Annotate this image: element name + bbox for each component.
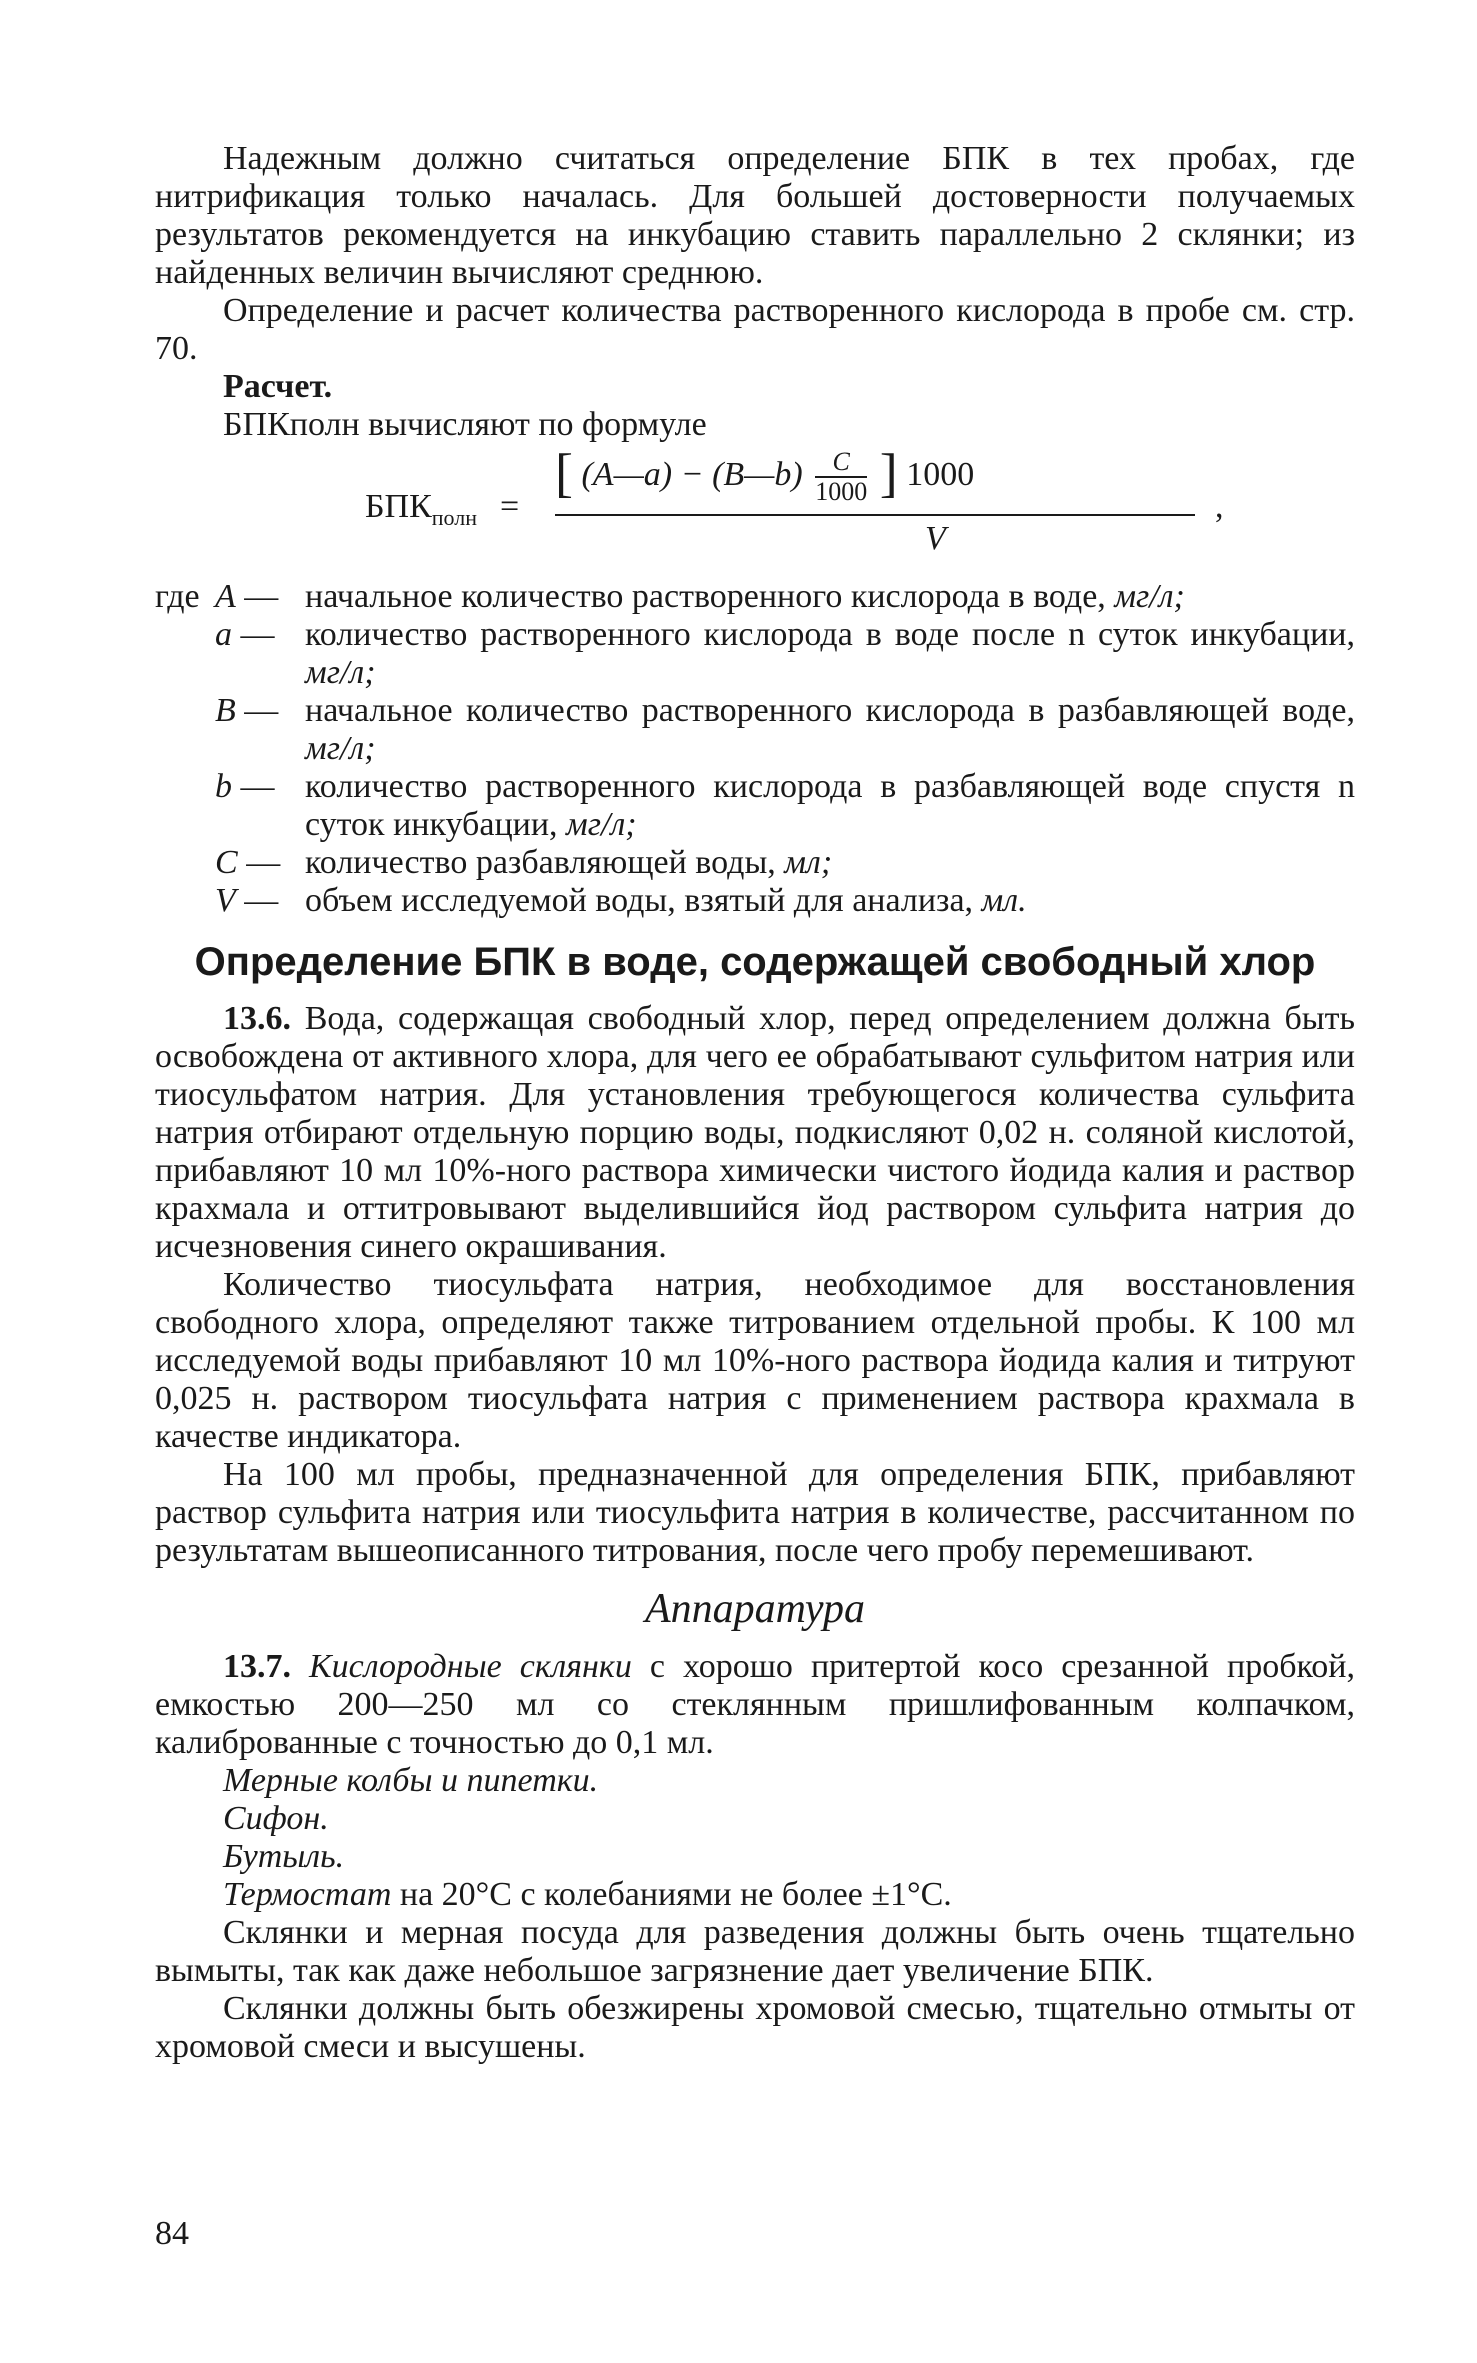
formula-right-bracket: ]: [879, 442, 898, 503]
section-paragraph-1-text: Вода, содержащая свободный хлор, перед определением должна быть освобождена от активного хлора, для чего ее обрабатывают сульфитом натрия или тиосульфатом натрия. Для установления требующегося количества сульфита натрия отбирают отдельную порцию воды, подкисляют 0,02 н. соляной кислотой, прибавляют 10 мл 10%-ного раствора химически чистого йодида калия и раствор крахмала и оттитровывают выделившийся йод раствором сульфита натрия до исчезновения синего окрашивания.: [155, 1000, 1355, 1265]
formula-lhs-main: БПК: [365, 488, 432, 525]
definition-item: [155, 578, 1355, 616]
calc-heading: Расчет.: [223, 368, 333, 405]
formula-comma: ,: [1215, 488, 1224, 525]
formula-fraction-num: C: [815, 448, 867, 478]
page-content: [155, 140, 1355, 2066]
section-paragraph-3: На 100 мл пробы, предназначенной для определения БПК, прибавляют раствор сульфита натрия или тиосульфита натрия в количестве, рассчитанном по результатам вышеописанного титрования, после чего пробу перемешивают.: [155, 1456, 1355, 1569]
definition-item: [155, 882, 1355, 920]
formula-equals: =: [500, 488, 520, 525]
definition-symbol: C: [215, 844, 238, 881]
formula-multiplier: 1000: [906, 455, 975, 493]
definition-text: количество растворенного кислорода в воде после n суток инкубации,: [305, 616, 1355, 653]
definition-text: начальное количество растворенного кислорода в воде,: [305, 578, 1106, 615]
apparatus-item-2: Мерные колбы и пипетки.: [223, 1762, 599, 1799]
definition-dash: —: [244, 692, 279, 729]
bod-formula: [155, 442, 1355, 566]
formula-fraction: [815, 448, 867, 506]
apparatus-item-3: Сифон.: [223, 1800, 329, 1837]
definitions-list: [155, 578, 1355, 920]
definition-unit: мл.: [981, 882, 1027, 919]
page-number: 84: [155, 2215, 189, 2252]
definition-unit: мг/л;: [1114, 578, 1185, 615]
formula-numerator: [555, 442, 975, 506]
formula-lhs-sub: полн: [431, 504, 478, 530]
section-paragraph-2: Количество тиосульфата натрия, необходимое для восстановления свободного хлора, определяют также титрованием отдельной пробы. К 100 мл исследуемой воды прибавляют 10 мл 10%-ного раствора йодида калия и титруют 0,025 н. раствором тиосульфата натрия с применением раствора крахмала в качестве индикатора.: [155, 1266, 1355, 1455]
apparatus-item-1-text: с хорошо притертой косо срезанной пробкой, емкостью 200—250 мл со стеклянным пришлифованным колпачком, калиброванные с точностью до 0,1 мл.: [155, 1648, 1355, 1761]
definition-text: количество разбавляющей воды,: [305, 844, 776, 881]
definition-symbol: A: [215, 578, 236, 615]
definition-text: начальное количество растворенного кислорода в разбавляющей воде,: [305, 692, 1355, 729]
apparatus-item-1: [155, 1648, 1355, 1762]
definition-symbol: V: [215, 882, 236, 919]
definition-dash: —: [244, 882, 279, 919]
formula-intro: БПКполн вычисляют по формуле: [223, 406, 707, 443]
definition-dash: —: [240, 616, 275, 653]
definition-symbol: B: [215, 692, 236, 729]
definition-unit: мг/л;: [305, 730, 376, 767]
formula-left-bracket: [: [555, 442, 573, 503]
where-word: где: [155, 578, 200, 615]
definition-symbol: a: [215, 616, 232, 653]
formula-fraction-bar: [555, 514, 1195, 516]
section-paragraph-1: [155, 1000, 1355, 1266]
formula-fraction-den: 1000: [815, 477, 868, 506]
definition-item: [155, 844, 1355, 882]
intro-paragraph-2: Определение и расчет количества растворенного кислорода в пробе см. стр. 70.: [155, 292, 1355, 367]
definition-text: количество растворенного кислорода в разбавляющей воде спустя n суток инкубации,: [305, 768, 1355, 843]
definition-dash: —: [244, 578, 279, 615]
apparatus-item-1-name: Кислородные склянки: [309, 1648, 632, 1685]
definition-dash: —: [240, 768, 275, 805]
intro-paragraph-1: Надежным должно считаться определение БПК в тех пробах, где нитрификация только началась. Для большей достоверности получаемых результатов рекомендуется на инкубацию ставить параллельно 2 склянки; из найденных величин вычисляют среднюю.: [155, 140, 1355, 291]
apparatus-paragraph-2: Склянки должны быть обезжирены хромовой смесью, тщательно отмыты от хромовой смеси и высушены.: [155, 1990, 1355, 2065]
definition-symbol: b: [215, 768, 232, 805]
definition-unit: мл;: [784, 844, 833, 881]
definition-item: [155, 692, 1355, 768]
definition-text: объем исследуемой воды, взятый для анализа,: [305, 882, 974, 919]
formula-denominator: V: [925, 520, 946, 557]
apparatus-title: Аппаратура: [644, 1586, 866, 1632]
apparatus-paragraph-1: Склянки и мерная посуда для разведения должны быть очень тщательно вымыты, так как даже небольшое загрязнение дает увеличение БПК.: [155, 1914, 1355, 1989]
apparatus-item-5-text: на 20°С с колебаниями не более ±1°С.: [399, 1876, 952, 1913]
apparatus-item-5: [155, 1876, 1355, 1914]
definition-unit: мг/л;: [566, 806, 637, 843]
formula-numerator-text: (A—a) − (B—b): [581, 455, 803, 493]
formula-lhs: [365, 488, 477, 537]
definition-unit: мг/л;: [305, 654, 376, 691]
definition-item: [155, 616, 1355, 692]
section-number: 13.6.: [223, 1000, 291, 1037]
section-title: Определение БПК в воде, содержащей свободный хлор: [194, 940, 1316, 984]
apparatus-item-5-name: Термостат: [223, 1876, 392, 1913]
apparatus-number: 13.7.: [223, 1648, 291, 1685]
apparatus-item-4: Бутыль.: [223, 1838, 345, 1875]
definition-dash: —: [246, 844, 281, 881]
definition-item: [155, 768, 1355, 844]
